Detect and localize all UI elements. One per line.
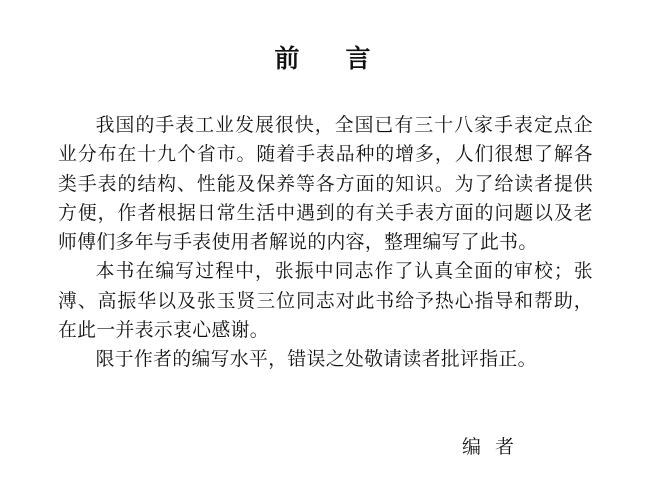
- paragraph-1: 我国的手表工业发展很快，全国已有三十八家手表定点企业分布在十九个省市。随着手表品种的增多，人们很想了解各类手表的结构、性能及保养等各方面的知识。为了给读者提供方便，作者根据日常生活中遇到的有关手表方面的问题以及老师傅们多年与手表使用者解说的内容，整理编写了此书。: [58, 115, 593, 254]
- paragraph-2: 本书在编写过程中，张振中同志作了认真全面的审校；张溥、高振华以及张玉贤三位同志对此书给予热心指导和帮助，在此一并表示衷心感谢。: [58, 261, 593, 342]
- body-text: [58, 111, 593, 375]
- paragraph-3: 限于作者的编写水平，错误之处敬请读者批评指正。: [95, 349, 537, 371]
- author-signature: 编者: [462, 436, 529, 458]
- page-title: 前言: [274, 44, 417, 73]
